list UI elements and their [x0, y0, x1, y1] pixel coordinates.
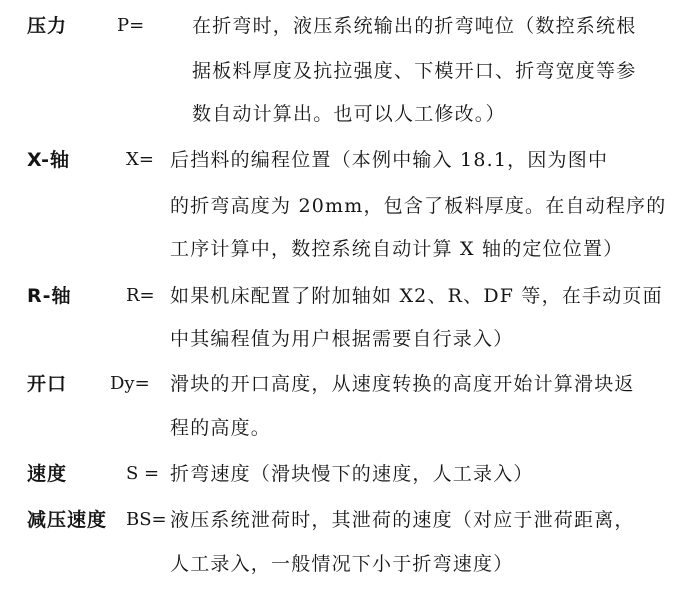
symbol-opening: Dy=: [110, 373, 150, 394]
description-line: 如果机床配置了附加轴如 X2、R、DF 等，在手动页面: [170, 285, 663, 307]
symbol-r-axis: R=: [126, 285, 155, 306]
description-line: 程的高度。: [170, 417, 272, 439]
symbol-speed: S =: [126, 463, 160, 484]
description-line: 滑块的开口高度，从速度转换的高度开始计算滑块返: [170, 373, 635, 395]
symbol-x-axis: X=: [126, 149, 154, 170]
description-line: 数自动计算出。也可以人工修改。）: [192, 103, 506, 125]
description-line: 液压系统泄荷时，其泄荷的速度（对应于泄荷距离，: [170, 509, 635, 531]
description-line: 后挡料的编程位置（本例中输入 18.1，因为图中: [170, 149, 609, 171]
description-line: 人工录入，一般情况下小于折弯速度）: [170, 553, 514, 575]
symbol-decompression-speed: BS=: [126, 509, 167, 530]
description-line: 在折弯时，液压系统输出的折弯吨位（数控系统根: [192, 15, 637, 37]
symbol-pressure: P=: [117, 15, 145, 36]
term-r-axis: R-轴: [27, 285, 72, 307]
description-line: 中其编程值为用户根据需要自行录入）: [170, 328, 514, 350]
term-x-axis: X-轴: [27, 149, 70, 171]
description-line: 据板料厚度及抗拉强度、下模开口、折弯宽度等参: [192, 60, 637, 82]
description-line: 工序计算中，数控系统自动计算 X 轴的定位位置）: [170, 238, 624, 260]
term-decompression-speed: 减压速度: [27, 509, 108, 531]
description-line: 折弯速度（滑块慢下的速度，人工录入）: [170, 463, 534, 485]
term-pressure: 压力: [27, 15, 68, 37]
description-line: 的折弯高度为 20mm，包含了板料厚度。在自动程序的: [170, 195, 667, 217]
term-opening: 开口: [27, 373, 68, 395]
term-speed: 速度: [27, 463, 68, 485]
